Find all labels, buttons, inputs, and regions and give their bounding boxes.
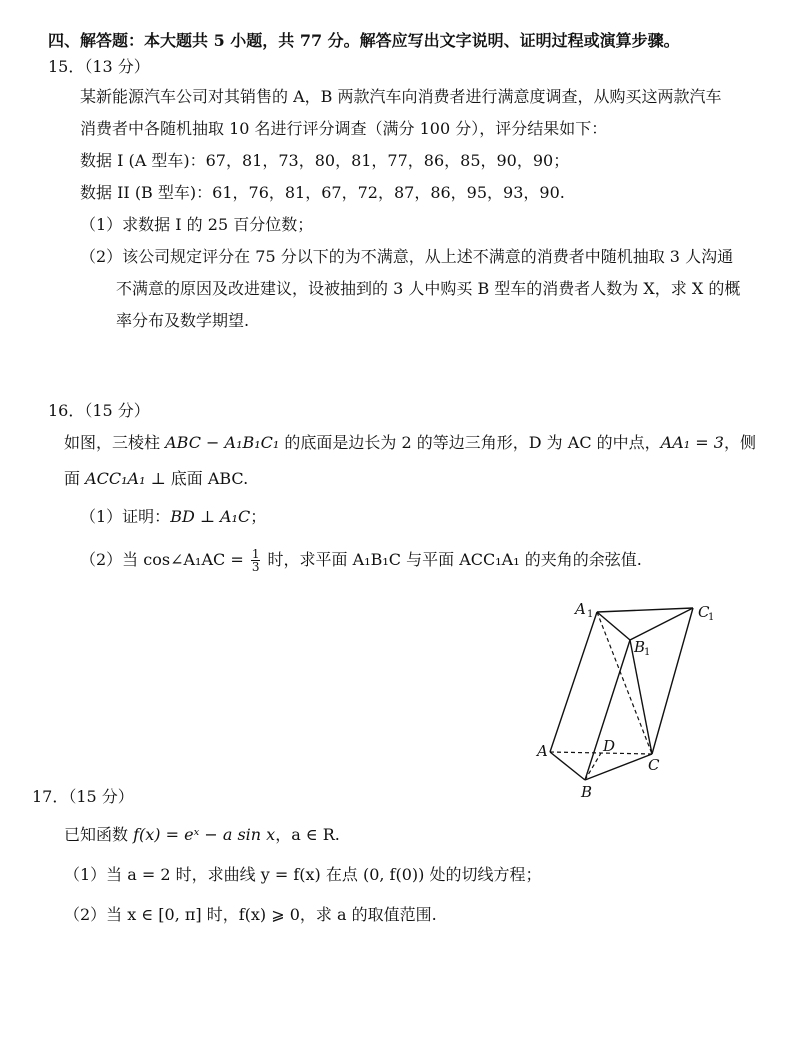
q16-part1-text-c: ；: [250, 507, 267, 526]
edge-aa1: [550, 612, 597, 752]
q16-face-expression: ACC₁A₁: [85, 469, 146, 488]
label-b1-subscript: 1: [644, 647, 651, 658]
label-a1: A: [575, 600, 586, 618]
q15-part1: （1）求数据 I 的 25 百分位数；: [80, 215, 314, 234]
label-b1: B: [634, 638, 646, 656]
q16-part1-text-a: （1）证明：: [80, 507, 171, 526]
edge-cc1: [652, 608, 693, 754]
q17-stem-text-a: 已知函数: [64, 825, 134, 844]
label-c1: C: [698, 603, 710, 621]
q17-function-expression: f(x) = eˣ − a sin x: [133, 825, 276, 844]
q16-stem-text-a: 如图，三棱柱: [64, 433, 166, 452]
q16-part2: [80, 548, 642, 573]
q16-fraction-numerator: 1: [251, 547, 260, 561]
q16-stem-text-b: 的底面是边长为 2 的等边三角形，D 为 AC 的中点，: [279, 433, 661, 452]
q15-stem-line1: 某新能源汽车公司对其销售的 A，B 两款汽车向消费者进行满意度调查，从购买这两款汽车: [80, 87, 722, 106]
q16-part2-text-a: （2）当 cos∠A₁AC =: [80, 550, 249, 569]
q15-data2: [80, 182, 565, 204]
edge-a1c1: [597, 608, 693, 612]
q16-part1: [80, 506, 266, 528]
q16-part1-expression: BD ⊥ A₁C: [170, 507, 251, 526]
q16-fraction: [251, 548, 261, 573]
q15-part2-line2: 不满意的原因及改进建议，设被抽到的 3 人中购买 B 型车的消费者人数为 X，求 X 的概: [116, 279, 741, 298]
edge-b1c1: [630, 608, 693, 640]
q16-prism-expression: ABC − A₁B₁C₁: [165, 433, 280, 452]
q17-stem: [64, 824, 340, 846]
label-b: B: [581, 783, 593, 800]
q16-number: 16．（15 分）: [48, 401, 150, 420]
q17-number: 17．（15 分）: [32, 787, 134, 806]
q15-data2-values: 61，76，81，67，72，87，86，95，93，90.: [212, 183, 565, 202]
q16-stem-line2: [64, 468, 248, 490]
q16-stem-line1: [64, 432, 756, 454]
section-header: 四、解答题：本大题共 5 小题，共 77 分。解答应写出文字说明、证明过程或演算步骤。: [48, 31, 680, 50]
edge-bb1: [585, 640, 630, 780]
q15-part2-line3: 率分布及数学期望.: [116, 311, 250, 330]
label-c: C: [648, 756, 660, 774]
q17-part2: （2）当 x ∈ [0, π] 时，f(x) ⩾ 0，求 a 的取值范围.: [64, 905, 437, 924]
q16-edge-expression: AA₁ = 3: [660, 433, 724, 452]
label-a1-subscript: 1: [587, 609, 594, 620]
q17-stem-text-b: ，a ∈ R.: [275, 825, 340, 844]
q15-data1-values: 67，81，73，80，81，77，86，85，90，90；: [205, 151, 570, 170]
q17-part1: （1）当 a = 2 时，求曲线 y = f(x) 在点 (0, f(0)) 处的切线方程；: [64, 865, 542, 884]
q16-stem2-text-a: 面: [64, 469, 86, 488]
q16-part2-text-b: 时，求平面 A₁B₁C 与平面 ACC₁A₁ 的夹角的余弦值.: [262, 550, 642, 569]
prism-figure: [525, 598, 730, 800]
label-c1-subscript: 1: [708, 612, 715, 623]
q15-data1-label: 数据 I (A 型车)：: [80, 151, 206, 170]
label-d: D: [603, 737, 616, 755]
q15-stem-line2: 消费者中各随机抽取 10 名进行评分调查（满分 100 分），评分结果如下：: [80, 119, 608, 138]
q16-fraction-denominator: 3: [251, 560, 260, 574]
q15-part2-line1: （2）该公司规定评分在 75 分以下的为不满意，从上述不满意的消费者中随机抽取 3 人沟通: [80, 247, 734, 266]
edge-ab: [550, 752, 585, 780]
q15-number: 15．（13 分）: [48, 57, 150, 76]
edge-bc: [585, 754, 652, 780]
label-a: A: [537, 742, 548, 760]
q16-stem2-text-b: ⊥ 底面 ABC.: [145, 469, 249, 488]
q16-stem-text-c: ，侧: [723, 433, 756, 452]
q15-data2-label: 数据 II (B 型车)：: [80, 183, 213, 202]
q15-data1: [80, 150, 569, 172]
